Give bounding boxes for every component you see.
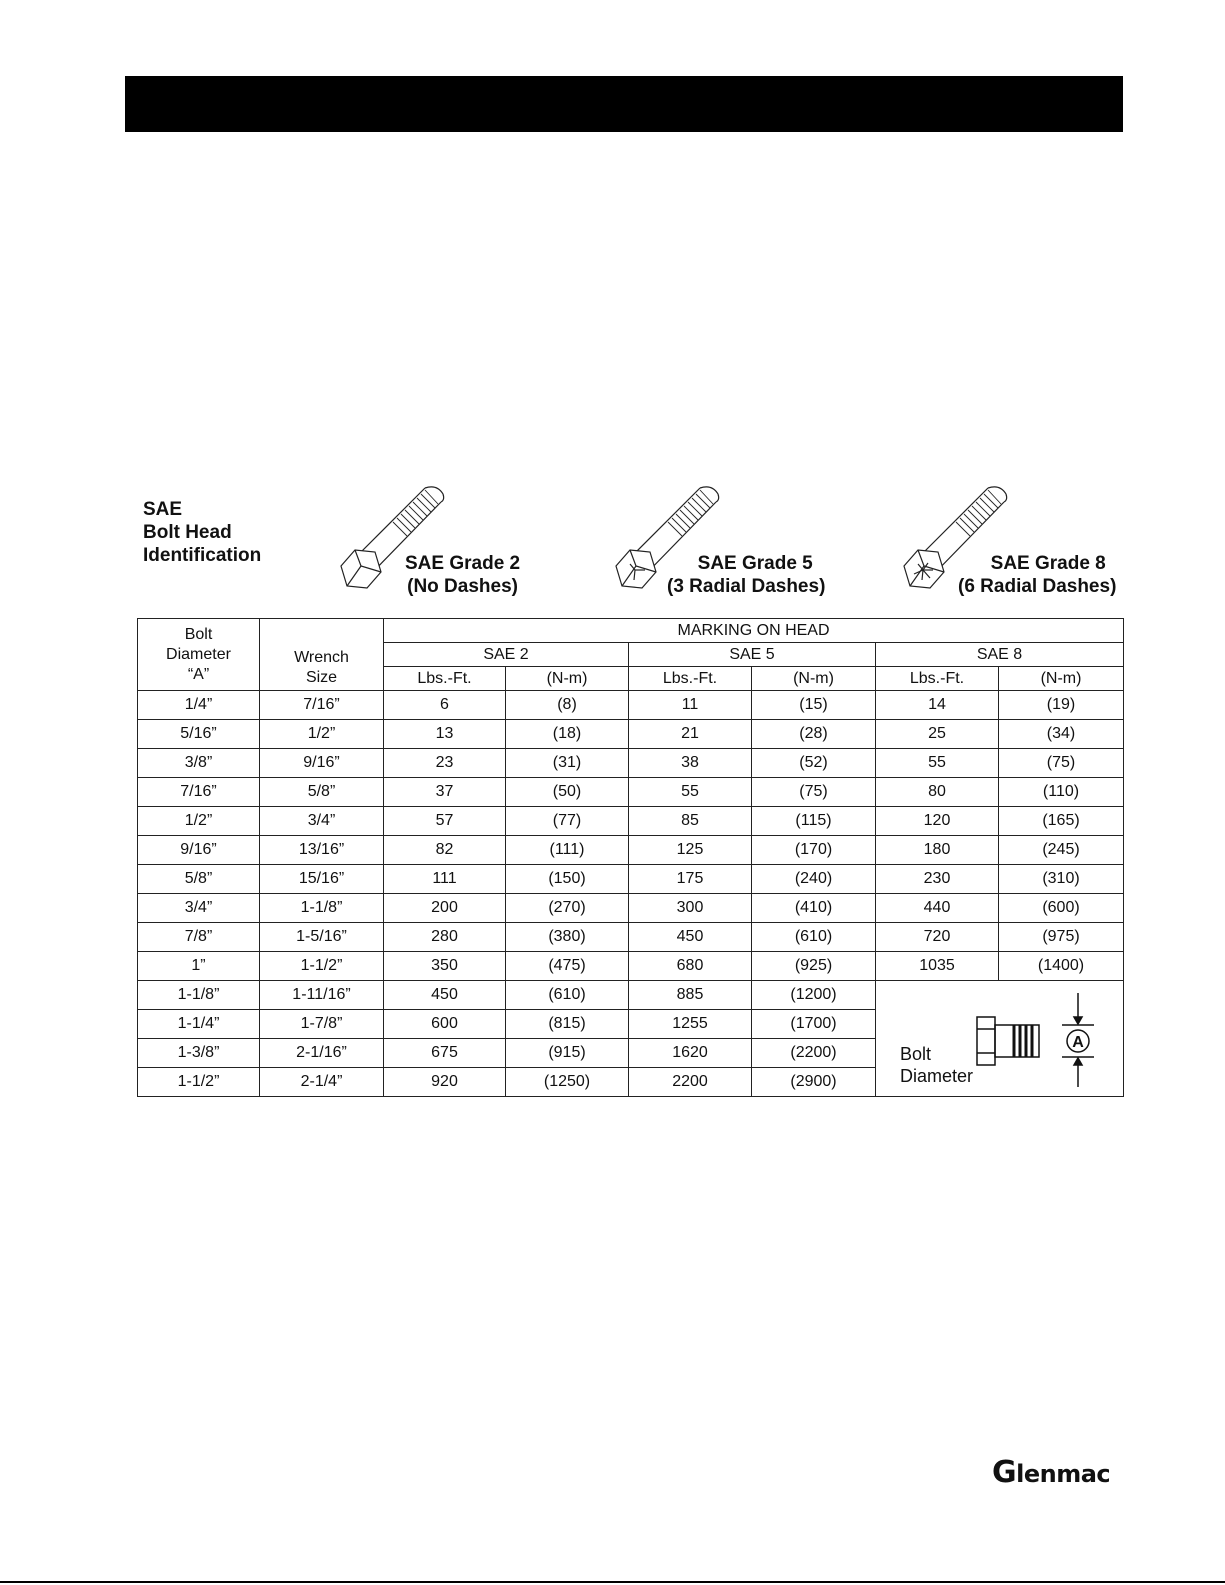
table-cell: 125 — [629, 836, 752, 865]
table-cell: 1-7/8” — [260, 1010, 384, 1039]
table-cell: 1” — [138, 952, 260, 981]
table-cell: (19) — [999, 691, 1124, 720]
table-cell: (31) — [506, 749, 629, 778]
table-cell: (115) — [752, 807, 876, 836]
table-cell: (270) — [506, 894, 629, 923]
table-cell: 1-1/8” — [138, 981, 260, 1010]
table-cell: 2-1/4” — [260, 1068, 384, 1097]
wrench-header-line-1: Wrench — [294, 649, 349, 666]
table-cell: (600) — [999, 894, 1124, 923]
bolt-header-line-3: “A” — [187, 665, 210, 683]
table-cell: (165) — [999, 807, 1124, 836]
table-cell: 350 — [384, 952, 506, 981]
table-cell: 1-1/8” — [260, 894, 384, 923]
table-cell: (475) — [506, 952, 629, 981]
table-cell: (34) — [999, 720, 1124, 749]
table-cell: 6 — [384, 691, 506, 720]
table-cell: 55 — [629, 778, 752, 807]
table-cell: (18) — [506, 720, 629, 749]
table-cell: 21 — [629, 720, 752, 749]
table-cell: 80 — [876, 778, 999, 807]
table-cell: (52) — [752, 749, 876, 778]
table-row — [138, 807, 1124, 836]
table-cell: 920 — [384, 1068, 506, 1097]
table-cell: 1-11/16” — [260, 981, 384, 1010]
table-row — [138, 952, 1124, 981]
table-row — [138, 691, 1124, 720]
bolt-diameter-diagram-cell — [876, 981, 1124, 1097]
table-row — [138, 749, 1124, 778]
table-cell: 57 — [384, 807, 506, 836]
table-cell: (1200) — [752, 981, 876, 1010]
table-cell: 23 — [384, 749, 506, 778]
table-cell: (2200) — [752, 1039, 876, 1068]
table-cell: 7/16” — [260, 691, 384, 720]
torque-table-body — [138, 691, 1124, 1097]
table-cell: 13 — [384, 720, 506, 749]
table-row — [138, 923, 1124, 952]
table-cell: 1620 — [629, 1039, 752, 1068]
table-cell: 15/16” — [260, 865, 384, 894]
table-cell: 600 — [384, 1010, 506, 1039]
table-cell: (75) — [752, 778, 876, 807]
diagram-label-line-1: Bolt — [900, 1044, 932, 1064]
bolt-head-identification-label — [143, 498, 261, 567]
grade-5-name: SAE Grade 5 — [697, 553, 813, 574]
table-cell: 11 — [629, 691, 752, 720]
id-line-3: Identification — [143, 545, 262, 566]
unit-header: Lbs.-Ft. — [876, 667, 999, 691]
table-row — [138, 865, 1124, 894]
table-cell: (170) — [752, 836, 876, 865]
torque-table — [137, 618, 1124, 1097]
table-cell: 885 — [629, 981, 752, 1010]
table-cell: 3/8” — [138, 749, 260, 778]
table-cell: 440 — [876, 894, 999, 923]
logo-initial: G — [992, 1455, 1017, 1490]
table-cell: (975) — [999, 923, 1124, 952]
unit-header: (N-m) — [506, 667, 629, 691]
table-cell: 200 — [384, 894, 506, 923]
table-cell: 13/16” — [260, 836, 384, 865]
table-cell: 9/16” — [138, 836, 260, 865]
table-cell: 5/8” — [138, 865, 260, 894]
table-cell: 14 — [876, 691, 999, 720]
table-cell: (111) — [506, 836, 629, 865]
bolt-diameter-icon — [972, 985, 1102, 1090]
table-row — [138, 778, 1124, 807]
table-cell: (8) — [506, 691, 629, 720]
table-cell: 450 — [384, 981, 506, 1010]
svg-text:A: A — [1072, 1034, 1084, 1051]
table-cell: 37 — [384, 778, 506, 807]
id-line-2: Bolt Head — [143, 522, 232, 543]
table-cell: 85 — [629, 807, 752, 836]
sae-8-header: SAE 8 — [876, 643, 1124, 667]
table-cell: 7/8” — [138, 923, 260, 952]
header-bar — [125, 76, 1123, 132]
table-cell: (610) — [506, 981, 629, 1010]
table-cell: 111 — [384, 865, 506, 894]
table-row — [138, 894, 1124, 923]
grade-8-name: SAE Grade 8 — [990, 553, 1106, 574]
grade-8-marking: (6 Radial Dashes) — [958, 576, 1117, 597]
table-cell: 180 — [876, 836, 999, 865]
table-cell: 675 — [384, 1039, 506, 1068]
table-cell: 7/16” — [138, 778, 260, 807]
table-cell: 1-1/4” — [138, 1010, 260, 1039]
table-cell: (28) — [752, 720, 876, 749]
table-cell: 1255 — [629, 1010, 752, 1039]
grade-2-name: SAE Grade 2 — [405, 553, 521, 574]
logo-text: lenmac — [1016, 1460, 1111, 1488]
table-cell: 55 — [876, 749, 999, 778]
grade-2-marking: (No Dashes) — [407, 576, 518, 597]
unit-header: (N-m) — [752, 667, 876, 691]
grade-5-caption — [667, 552, 825, 598]
table-cell: 1-5/16” — [260, 923, 384, 952]
table-cell: 1/2” — [260, 720, 384, 749]
bolt-header-line-1: Bolt — [184, 625, 213, 643]
table-cell: (380) — [506, 923, 629, 952]
table-row — [138, 720, 1124, 749]
table-cell: (75) — [999, 749, 1124, 778]
table-cell: 38 — [629, 749, 752, 778]
grade-8-caption — [958, 552, 1116, 598]
table-cell: 230 — [876, 865, 999, 894]
table-cell: 120 — [876, 807, 999, 836]
table-cell: (925) — [752, 952, 876, 981]
table-row — [138, 981, 1124, 1010]
bottom-rule — [0, 1581, 1225, 1583]
table-cell: 1-1/2” — [260, 952, 384, 981]
table-cell: (915) — [506, 1039, 629, 1068]
table-cell: 300 — [629, 894, 752, 923]
table-cell: (1250) — [506, 1068, 629, 1097]
table-cell: 82 — [384, 836, 506, 865]
table-cell: (150) — [506, 865, 629, 894]
table-cell: 680 — [629, 952, 752, 981]
grade-2-caption — [405, 552, 520, 598]
table-cell: 1/2” — [138, 807, 260, 836]
id-line-1: SAE — [143, 499, 183, 520]
wrench-header-line-2: Size — [305, 669, 338, 686]
table-cell: (310) — [999, 865, 1124, 894]
table-cell: (610) — [752, 923, 876, 952]
sae-5-header: SAE 5 — [629, 643, 876, 667]
table-cell: 175 — [629, 865, 752, 894]
table-cell: (77) — [506, 807, 629, 836]
unit-header: Lbs.-Ft. — [384, 667, 506, 691]
table-cell: (815) — [506, 1010, 629, 1039]
table-cell: (1700) — [752, 1010, 876, 1039]
table-cell: (1400) — [999, 952, 1124, 981]
wrench-size-header — [260, 619, 384, 691]
table-cell: (50) — [506, 778, 629, 807]
table-cell: 5/8” — [260, 778, 384, 807]
table-cell: 5/16” — [138, 720, 260, 749]
table-cell: 1035 — [876, 952, 999, 981]
table-cell: (15) — [752, 691, 876, 720]
bolt-diameter-header — [138, 619, 260, 691]
table-cell: 450 — [629, 923, 752, 952]
table-cell: 3/4” — [138, 894, 260, 923]
sae-2-header: SAE 2 — [384, 643, 629, 667]
unit-header: (N-m) — [999, 667, 1124, 691]
table-cell: 1-1/2” — [138, 1068, 260, 1097]
table-cell: 280 — [384, 923, 506, 952]
table-cell: (240) — [752, 865, 876, 894]
table-cell: (410) — [752, 894, 876, 923]
table-cell: 3/4” — [260, 807, 384, 836]
table-cell: 25 — [876, 720, 999, 749]
table-cell: 2200 — [629, 1068, 752, 1097]
unit-header: Lbs.-Ft. — [629, 667, 752, 691]
table-cell: 1-3/8” — [138, 1039, 260, 1068]
table-cell: (110) — [999, 778, 1124, 807]
marking-on-head-header: MARKING ON HEAD — [384, 619, 1124, 643]
bolt-diameter-label — [900, 1043, 973, 1087]
table-cell: (245) — [999, 836, 1124, 865]
glenmac-logo — [992, 1455, 1110, 1490]
table-row — [138, 836, 1124, 865]
table-cell: 2-1/16” — [260, 1039, 384, 1068]
diagram-label-line-2: Diameter — [900, 1066, 974, 1086]
table-cell: (2900) — [752, 1068, 876, 1097]
bolt-header-line-2: Diameter — [166, 645, 231, 663]
grade-5-marking: (3 Radial Dashes) — [667, 576, 826, 597]
table-cell: 9/16” — [260, 749, 384, 778]
table-cell: 1/4” — [138, 691, 260, 720]
table-cell: 720 — [876, 923, 999, 952]
